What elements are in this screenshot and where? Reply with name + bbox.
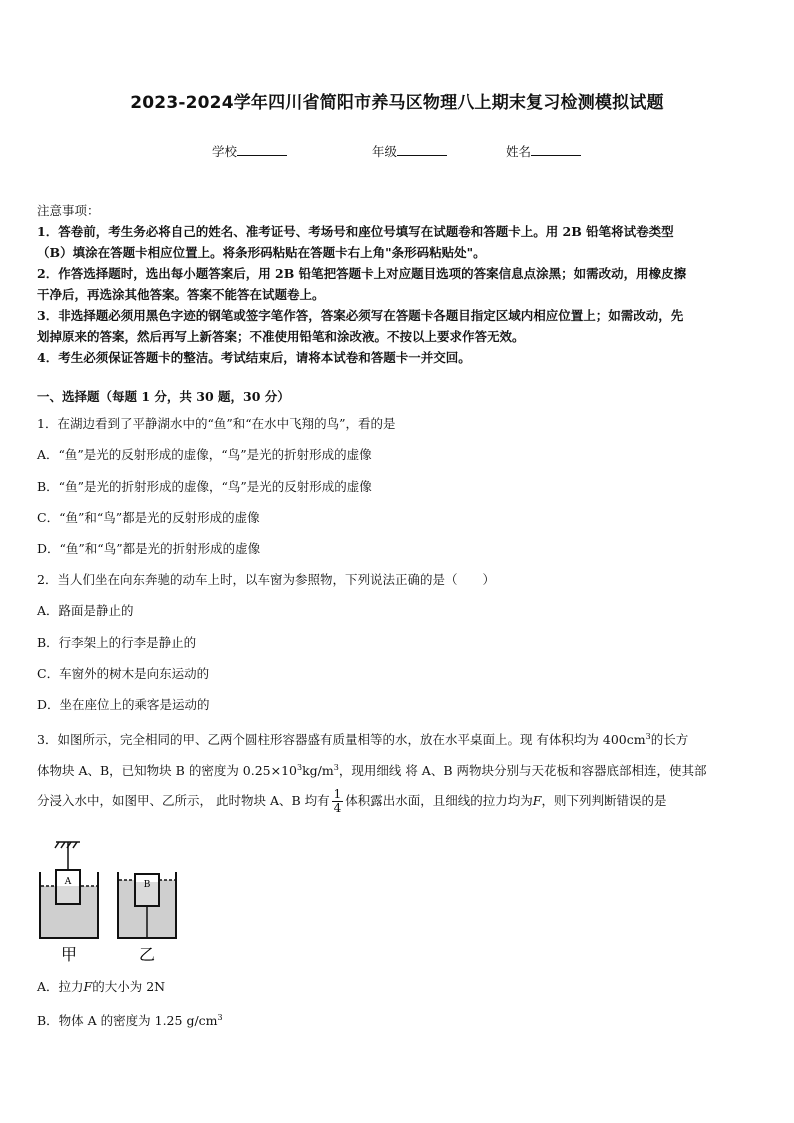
q3-option-b: B．物体 A 的密度为 1.25 $g/cm^3$ xyxy=(37,1013,223,1029)
q3-line-2: 体物块 A、B，已知物块 B 的密度为 $0.25\times 10^3kg/m^3$，现用细线 将 A、B 两物块分别与天花板和容器底部相连，使其部 xyxy=(37,763,707,779)
school-blank[interactable] xyxy=(237,143,287,156)
notice-heading: 注意事项： xyxy=(37,203,100,218)
q1-option-a: A．“鱼”是光的反射形成的虚像，“鸟”是光的折射形成的虚像 xyxy=(37,447,372,462)
notice-item: 2．作答选择题时，选出每小题答案后，用 2B 铅笔把答题卡上对应题目选项的答案信息点涂黑；如需改动，用橡皮擦 xyxy=(37,266,687,281)
section-heading: 一、选择题（每题 1 分，共 30 题，30 分） xyxy=(37,389,290,404)
q2-option-c: C．车窗外的树木是向东运动的 xyxy=(37,666,210,681)
school-field xyxy=(212,142,287,160)
notice-item: 3．非选择题必须用黑色字迹的钢笔或签字笔作答，答案必须写在答题卡各题目指定区域内相应位置上；如需改动，先 xyxy=(37,308,684,323)
q2-option-d: D．坐在座位上的乘客是运动的 xyxy=(37,697,210,712)
q2-option-a: A．路面是静止的 xyxy=(37,603,134,618)
q1-option-d: D．“鱼”和“鸟”都是光的折射形成的虚像 xyxy=(37,541,261,556)
grade-blank[interactable] xyxy=(397,143,447,156)
label-jia: 甲 xyxy=(60,945,78,964)
q1-option-c: C．“鱼”和“鸟”都是光的反射形成的虚像 xyxy=(37,510,260,525)
notice-item: 1．答卷前，考生务必将自己的姓名、准考证号、考场号和座位号填写在试题卷和答题卡上。用 2B 铅笔将试卷类型 xyxy=(37,224,674,239)
name-label: 姓名 xyxy=(506,144,532,159)
name-blank[interactable] xyxy=(531,143,581,156)
q3-line-1: 3．如图所示，完全相同的甲、乙两个圆柱形容器盛有质量相等的水，放在水平桌面上。现 有体积均为 $400cm^3$的长方 xyxy=(37,732,689,748)
label-yi: 乙 xyxy=(138,945,156,964)
page-title: 2023-2024学年四川省简阳市养马区物理八上期末复习检测模拟试题 xyxy=(130,93,664,113)
q1-stem: 1．在湖边看到了平静湖水中的“鱼”和“在水中飞翔的鸟”，看的是 xyxy=(37,416,396,431)
q2-option-b: B．行李架上的行李是静止的 xyxy=(37,635,197,650)
block-b-label: B xyxy=(143,880,151,890)
q3-figure xyxy=(36,838,186,968)
q1-option-b: B．“鱼”是光的折射形成的虚像，“鸟”是光的反射形成的虚像 xyxy=(37,479,372,494)
notice-item: 划掉原来的答案，然后再写上新答案；不准使用铅笔和涂改液。不按以上要求作答无效。 xyxy=(37,329,525,344)
notice-item: 4．考生必须保证答题卡的整洁。考试结束后，请将本试卷和答题卡一并交回。 xyxy=(37,350,471,365)
notice-item: 干净后，再选涂其他答案。答案不能答在试题卷上。 xyxy=(37,287,325,302)
name-field xyxy=(506,142,581,160)
q2-stem: 2．当人们坐在向东奔驰的动车上时，以车窗为参照物，下列说法正确的是（ ） xyxy=(37,572,495,587)
q3-line-3: 分浸入水中，如图甲、乙所示， 此时物块 A、B 均有 $\frac{1}{4}$ 体积露出水面，且细线的拉力均为F，则下列判断错误的是 xyxy=(37,787,667,815)
block-a-label: A xyxy=(64,877,72,887)
q3-option-a: A．拉力F的大小为 2N xyxy=(37,979,166,994)
notice-item: （B）填涂在答题卡相应位置上。将条形码粘贴在答题卡右上角"条形码粘贴处"。 xyxy=(37,245,486,260)
grade-label: 年级 xyxy=(372,144,398,159)
school-label: 学校 xyxy=(212,144,238,159)
fraction: $\frac{1}{4}$ xyxy=(333,787,342,815)
grade-field xyxy=(372,142,447,160)
